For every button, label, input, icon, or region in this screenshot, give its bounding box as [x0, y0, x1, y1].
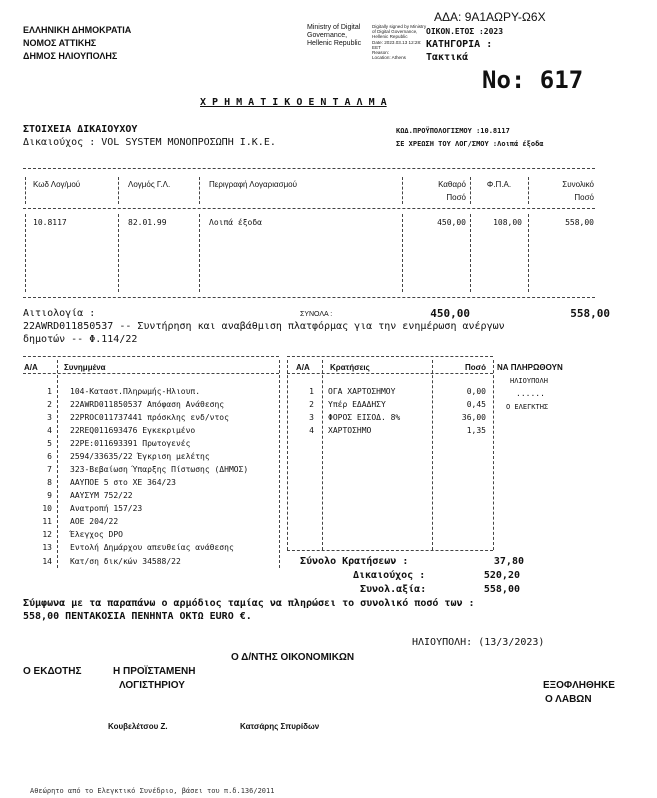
attachment-number: 7	[47, 465, 52, 474]
issuer-line-1: ΕΛΛΗΝΙΚΗ ΔΗΜΟΚΡΑΤΙΑ	[23, 25, 132, 35]
fiscal-year: ΟΙΚΟΝ.ΕΤΟΣ :2023	[426, 27, 504, 36]
deduction-number: 3	[309, 413, 314, 422]
column-separator	[402, 177, 403, 204]
header-net: Καθαρό	[438, 180, 466, 189]
signatory-issuer-name: Κουβελέτσου Ζ.	[108, 722, 168, 731]
column-separator	[118, 214, 119, 292]
attachment-number: 4	[47, 426, 52, 435]
list-item	[28, 438, 190, 450]
column-separator	[528, 214, 529, 292]
deduction-number: 2	[309, 400, 314, 409]
attachment-number: 11	[42, 517, 52, 526]
deduction-amount: 36,00	[461, 413, 486, 422]
attachment-number: 5	[47, 439, 52, 448]
receiver-label: Ο ΛΑΒΩΝ	[545, 694, 592, 705]
header-total: Συνολικό	[562, 180, 594, 189]
signatory-head-name: Κατσάρης Σπυρίδων	[240, 722, 320, 731]
deduction-title: ΟΓΑ ΧΑΡΤΟΣΗΜΟΥ	[328, 387, 396, 396]
attachment-title: 22REQ011693476 Εγκεκριμένο	[70, 426, 196, 435]
attachment-title: 323-Βεβαίωση Ύπαρξης Πίστωσης (ΔΗΜΟΣ)	[70, 465, 249, 474]
column-separator	[470, 177, 471, 204]
list-item	[28, 542, 234, 554]
column-separator	[470, 214, 471, 292]
list-item	[28, 412, 229, 424]
deduction-number: 1	[309, 387, 314, 396]
header-vat: Φ.Π.Α.	[486, 180, 512, 189]
attachment-title: Κατ/ση δικ/κών 34588/22	[70, 557, 181, 566]
digital-signature	[372, 24, 426, 60]
ministry-line-3: Hellenic Republic	[307, 40, 362, 47]
ada-number: ΑΔΑ: 9Α1ΑΩΡΥ-Ω6Χ	[434, 10, 546, 24]
debit-account: ΣΕ ΧΡΕΩΣΗ ΤΟΥ ΛΟΓ/ΣΜΟΥ :Λοιπά έξοδα	[396, 140, 544, 148]
total-net: 450,00	[430, 307, 470, 320]
column-separator	[118, 177, 119, 204]
place-date: ΗΛΙΟΥΠΟΛΗ: (13/3/2023)	[412, 637, 545, 648]
issuer-label: Ο ΕΚΔΟΤΗΣ	[23, 666, 82, 677]
table-row	[294, 425, 488, 437]
accounting-head-line-1: Η ΠΡΟΪΣΤΑΜΕΝΗ	[113, 666, 196, 677]
divider	[23, 208, 595, 209]
header-total-amount: Ποσό	[574, 193, 594, 202]
column-separator	[402, 214, 403, 292]
deduction-title: ΦΟΡΟΣ ΕΙΣΟΔ. 8%	[328, 413, 401, 422]
justification-text-1: 22AWRD011850537 -- Συντήρηση και αναβάθμιση πλατφόρμας για την ενημέρωση ανέργων	[23, 321, 505, 332]
signature-line-2: of Digital Governance,	[372, 29, 418, 35]
deduction-number: 4	[309, 426, 314, 435]
header-net-amount: Ποσό	[446, 193, 466, 202]
column-separator	[493, 360, 494, 550]
ministry-line-1: Ministry of Digital	[307, 24, 361, 31]
attachment-title: ΑΑΥΣΥΜ 752/22	[70, 491, 133, 500]
header-description: Περιγραφή Λογαριασμού	[209, 180, 298, 189]
cell-gl-account: 82.01.99	[128, 218, 167, 227]
signature-line-3: Hellenic Republic	[372, 34, 408, 40]
attachments-header-title: Συνημμένα	[64, 363, 106, 372]
divider	[23, 297, 595, 298]
deduction-amount: 0,45	[466, 400, 486, 409]
payment-header: ΝΑ ΠΛΗΡΩΘΟΥΝ	[497, 363, 563, 372]
header-account-code: Κωδ Λογ/μού	[33, 180, 81, 189]
list-item	[28, 490, 133, 502]
deductions-header-amount: Ποσό	[464, 363, 486, 372]
attachment-number: 3	[47, 413, 52, 422]
signature-line-4: Date: 2023.03.13 12:28:	[372, 39, 422, 45]
cell-description: Λοιπά έξοδα	[209, 218, 262, 227]
grand-total-value: 558,00	[483, 584, 520, 595]
attachment-title: 2594/33635/22 Έγκριση μελέτης	[70, 452, 210, 461]
controller-label: Ο ΕΛΕΓΚΤΗΣ	[506, 403, 549, 411]
payment-dots: ......	[516, 389, 545, 398]
attachment-number: 8	[47, 478, 52, 487]
list-item	[28, 386, 200, 398]
attachment-title: Έλεγχος DPO	[70, 530, 123, 539]
table-row	[294, 412, 488, 424]
attachments-header-no: Α/Α	[24, 363, 38, 372]
attachment-number: 10	[42, 504, 52, 513]
grand-total-label: Συνολ.αξία:	[360, 584, 427, 595]
divider	[287, 356, 493, 357]
divider	[23, 168, 595, 169]
deductions-header-title: Κρατήσεις	[330, 363, 370, 372]
beneficiary-line: Δικαιούχος : VOL SYSTEM ΜΟΝΟΠΡΟΣΩΠΗ Ι.Κ.Ε.	[23, 137, 276, 148]
attachment-number: 6	[47, 452, 52, 461]
column-separator	[25, 214, 26, 292]
budget-code: ΚΩΔ.ΠΡΟΫΠΟΛΟΓΙΣΜΟΥ :10.8117	[396, 127, 510, 135]
attachment-number: 14	[42, 557, 52, 566]
payment-instruction-2: 558,00 ΠΕΝΤΑΚΟΣΙΑ ΠΕΝΗΝΤΑ ΟΚΤΩ EURO €.	[23, 611, 252, 622]
accounting-head-line-2: ΛΟΓΙΣΤΗΡΙΟΥ	[119, 680, 185, 691]
divider	[287, 373, 493, 374]
deductions-total-value: 37,80	[493, 556, 524, 567]
deduction-title: ΧΑΡΤΟΣΗΜΟ	[328, 426, 372, 435]
table-row	[294, 386, 488, 398]
list-item	[28, 516, 118, 528]
divider	[23, 356, 279, 357]
list-item	[28, 399, 224, 411]
payment-place: ΗΛΙΟΥΠΟΛΗ	[510, 377, 548, 385]
issuer-line-3: ΔΗΜΟΣ ΗΛΙΟΥΠΟΛΗΣ	[23, 51, 118, 61]
deduction-amount: 0,00	[466, 387, 486, 396]
divider	[287, 550, 493, 551]
column-separator	[279, 360, 280, 568]
column-separator	[528, 177, 529, 204]
column-separator	[199, 214, 200, 292]
header-gl-account: Λογμός Γ.Λ.	[128, 180, 171, 189]
attachment-title: Εντολή Δημάρχου απευθείας ανάθεσης	[70, 543, 234, 552]
paid-label: ΕΞΟΦΛΗΘΗΚΕ	[543, 680, 615, 691]
issuer-line-2: ΝΟΜΟΣ ΑΤΤΙΚΗΣ	[23, 38, 97, 48]
ministry-block	[307, 24, 361, 48]
category-value: Τακτικά	[426, 52, 469, 63]
list-item	[28, 464, 248, 476]
attachment-number: 13	[42, 543, 52, 552]
category-label: ΚΑΤΗΓΟΡΙΑ :	[426, 39, 493, 50]
cell-total: 558,00	[565, 218, 594, 227]
attachment-title: 22PROC011737441 πρόσκλης ενδ/ντος	[70, 413, 229, 422]
attachment-title: 104-Καταστ.Πληρωμής-Ηλιουπ.	[70, 387, 201, 396]
deductions-header-no: Α/Α	[296, 363, 310, 372]
attachment-number: 2	[47, 400, 52, 409]
beneficiary-section-label: ΣΤΟΙΧΕΙΑ ΔΙΚΑΙΟΥΧΟΥ	[23, 124, 138, 135]
list-item	[28, 529, 123, 541]
table-row	[294, 399, 488, 411]
attachment-title: ΑΟΕ 204/22	[70, 517, 119, 526]
totals-label: ΣΥΝΟΛΑ :	[300, 311, 333, 318]
justification-text-2: δημοτών -- Φ.114/22	[23, 334, 138, 345]
attachment-number: 1	[47, 387, 52, 396]
signature-line-6: Reason:	[372, 50, 390, 56]
signature-line-1: Digitally signed by Ministry	[372, 24, 427, 29]
list-item	[28, 425, 195, 437]
ministry-line-2: Governance,	[307, 32, 348, 39]
column-separator	[287, 360, 288, 550]
justification-label: Αιτιολογία :	[23, 308, 96, 319]
attachment-title: ΑΑΥΠΟΕ 5 στο ΧΕ 364/23	[70, 478, 176, 487]
deductions-total-label: Σύνολο Κρατήσεων :	[300, 556, 409, 567]
beneficiary-amount-value: 520,20	[483, 570, 520, 581]
total-gross: 558,00	[570, 307, 610, 320]
list-item	[28, 503, 142, 515]
list-item	[28, 451, 210, 463]
attachment-number: 9	[47, 491, 52, 500]
cell-vat: 108,00	[493, 218, 522, 227]
signature-line-5: EET	[372, 44, 381, 50]
finance-director-label: Ο Δ/ΝΤΗΣ ΟΙΚΟΝΟΜΙΚΩΝ	[231, 652, 355, 663]
deduction-amount: 1,35	[466, 426, 486, 435]
attachment-title: 22PE:011693391 Πρωτογενές	[70, 439, 191, 448]
cell-account-code: 10.8117	[33, 218, 67, 227]
column-separator	[199, 177, 200, 204]
order-number: No: 617	[482, 66, 584, 94]
list-item	[28, 477, 176, 489]
attachment-number: 12	[42, 530, 52, 539]
list-item	[28, 556, 181, 568]
document-title: Χ Ρ Η Μ Α Τ Ι Κ Ο Ε Ν Τ Α Λ Μ Α	[200, 97, 387, 108]
attachment-title: 22AWRD011850537 Απόφαση Ανάθεσης	[70, 400, 225, 409]
column-separator	[25, 177, 26, 204]
cell-net: 450,00	[437, 218, 466, 227]
payment-instruction-1: Σύμφωνα με τα παραπάνω ο αρμόδιος ταμίας να πληρώσει το συνολικό ποσό των :	[23, 598, 475, 609]
deduction-title: Υπέρ ΕΔΑΔΗΣΥ	[328, 400, 386, 409]
audit-note: Αθεώρητο από το Ελεγκτικό Συνέδριο, βάσει του π.δ.136/2011	[30, 787, 275, 795]
signature-line-7: Location: Athens	[372, 55, 406, 61]
attachment-title: Ανατροπή 157/23	[70, 504, 143, 513]
divider	[23, 373, 279, 374]
beneficiary-amount-label: Δικαιούχος :	[353, 570, 426, 581]
